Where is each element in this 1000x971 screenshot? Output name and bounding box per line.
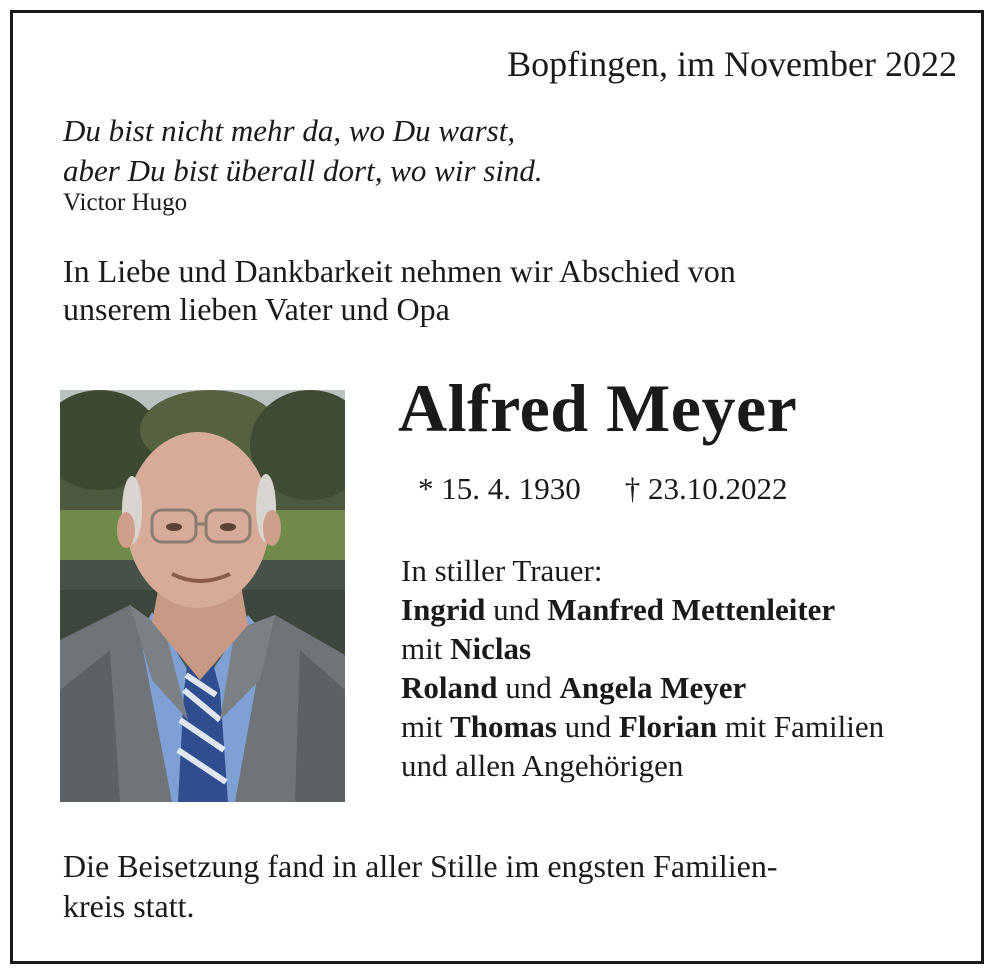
quote-line-1: Du bist nicht mehr da, wo Du warst, (63, 113, 516, 148)
mourner-name: Manfred Mettenleiter (547, 592, 836, 627)
connector: und (556, 709, 619, 744)
intro-line-2: unserem lieben Vater und Opa (63, 291, 450, 327)
mourner-name: Roland (401, 670, 498, 705)
mourner-name: Angela Meyer (559, 670, 747, 705)
portrait-photo (60, 390, 345, 802)
quote-line-2: aber Du bist überall dort, wo wir sind. (63, 153, 543, 188)
mourners-line: und allen Angehörigen (401, 748, 684, 783)
quote-author: Victor Hugo (63, 189, 188, 216)
birth-date: * 15. 4. 1930 (418, 471, 581, 506)
intro-line-1: In Liebe und Dankbarkeit nehmen wir Abschied von (63, 253, 736, 289)
mourners-line (401, 709, 884, 745)
mourner-name: Niclas (450, 631, 532, 666)
connector: mit (401, 709, 451, 744)
obituary-frame (10, 10, 984, 964)
closing-line-2: kreis statt. (63, 888, 195, 924)
place-date: Bopfingen, im November 2022 (507, 44, 957, 84)
mourners-line (401, 631, 531, 667)
connector: und (485, 592, 548, 627)
death-date: † 23.10.2022 (624, 471, 788, 506)
connector: und (497, 670, 560, 705)
mourner-name: Florian (618, 709, 718, 744)
mourner-name: Thomas (450, 709, 557, 744)
deceased-name: Alfred Meyer (398, 370, 798, 446)
closing-line-1: Die Beisetzung fand in aller Stille im engsten Familien- (63, 848, 778, 884)
mourners-line (401, 592, 835, 628)
connector: mit Familien (717, 709, 885, 744)
mourner-name: Ingrid (401, 592, 486, 627)
mourners-line (401, 670, 746, 706)
life-dates (418, 471, 788, 507)
connector: mit (401, 631, 451, 666)
mourners-heading: In stiller Trauer: (401, 553, 603, 588)
